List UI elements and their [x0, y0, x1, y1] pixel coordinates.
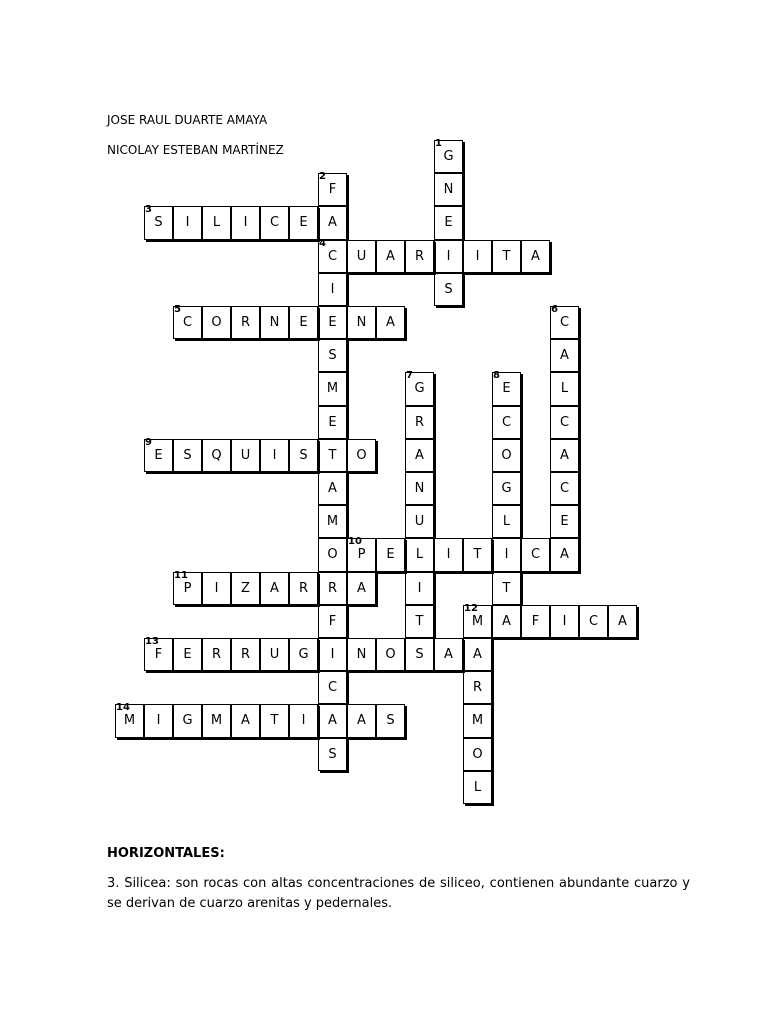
cell-letter: S	[154, 215, 163, 231]
cell-letter: A	[386, 248, 395, 264]
cell-letter: F	[328, 613, 337, 629]
crossword-cell	[405, 538, 434, 571]
cell-letter: U	[356, 248, 367, 264]
crossword-cell	[463, 738, 492, 771]
crossword-cell	[550, 472, 579, 505]
crossword-cell	[463, 538, 492, 571]
crossword-cell	[521, 605, 550, 638]
crossword-cell	[376, 240, 405, 273]
cell-letter: R	[211, 647, 222, 663]
crossword-cell	[347, 538, 376, 571]
crossword-cell	[492, 372, 521, 405]
crossword-cell	[289, 572, 318, 605]
clue-number: 1	[435, 138, 442, 149]
clue-number: 10	[348, 536, 362, 548]
crossword-cell	[347, 306, 376, 339]
crossword-cell	[231, 206, 260, 239]
crossword-cell	[405, 439, 434, 472]
cell-letter: I	[330, 281, 335, 297]
clue-number: 13	[145, 636, 159, 647]
crossword-cell	[318, 638, 347, 671]
crossword-cell	[492, 439, 521, 472]
clue-number: 5	[174, 304, 181, 315]
crossword-cell	[260, 572, 289, 605]
cell-letter: Z	[241, 580, 250, 596]
cell-letter: G	[414, 381, 425, 397]
cell-letter: A	[531, 248, 540, 264]
cell-letter: S	[183, 447, 192, 463]
crossword-cell	[260, 638, 289, 671]
crossword-cell	[173, 439, 202, 472]
crossword-cell	[579, 605, 608, 638]
cell-letter: I	[475, 248, 480, 264]
cell-letter: A	[357, 713, 366, 729]
crossword-cell	[405, 406, 434, 439]
crossword-cell	[608, 605, 637, 638]
clue-number: 3	[145, 204, 152, 216]
cell-letter: S	[444, 281, 453, 297]
cell-letter: C	[588, 613, 599, 629]
cell-letter: R	[240, 647, 251, 663]
crossword-cell	[550, 306, 579, 339]
cell-letter: R	[327, 580, 338, 596]
cell-letter: A	[386, 315, 395, 331]
crossword-cell	[260, 439, 289, 472]
crossword-cell	[260, 704, 289, 737]
crossword-cell	[434, 140, 463, 173]
crossword-cell	[144, 704, 173, 737]
crossword-cell	[521, 538, 550, 571]
cell-letter: N	[356, 647, 367, 663]
cell-letter: F	[154, 647, 163, 663]
crossword-cell	[289, 306, 318, 339]
crossword-cell	[434, 240, 463, 273]
cell-letter: L	[473, 779, 482, 795]
section-title-horizontales: HORIZONTALES:	[107, 846, 225, 861]
clue-number: 2	[319, 171, 326, 183]
crossword-cell	[463, 704, 492, 737]
crossword-cell	[173, 306, 202, 339]
clue-number: 9	[145, 436, 152, 448]
crossword-cell	[173, 638, 202, 671]
crossword-cell	[376, 704, 405, 737]
cell-letter: R	[414, 414, 425, 430]
cell-letter: L	[212, 215, 221, 231]
cell-letter: O	[385, 647, 396, 663]
cell-letter: M	[326, 514, 339, 530]
crossword-cell	[405, 605, 434, 638]
cell-letter: C	[559, 481, 570, 497]
cell-letter: A	[328, 481, 337, 497]
cell-letter: O	[356, 447, 367, 463]
crossword-cell	[550, 538, 579, 571]
crossword-cell	[318, 472, 347, 505]
cell-letter: I	[504, 547, 509, 563]
cell-letter: A	[328, 215, 337, 231]
cell-letter: I	[272, 447, 277, 463]
cell-letter: R	[472, 680, 483, 696]
cell-letter: C	[530, 547, 541, 563]
cell-letter: S	[415, 647, 424, 663]
crossword-cell	[202, 206, 231, 239]
cell-letter: N	[269, 315, 280, 331]
crossword-cell	[492, 605, 521, 638]
crossword-cell	[231, 572, 260, 605]
crossword-cell	[347, 704, 376, 737]
crossword-cell	[289, 704, 318, 737]
clue-number: 12	[464, 602, 478, 614]
cell-letter: M	[210, 713, 223, 729]
crossword-cell	[318, 505, 347, 538]
clue-number: 11	[174, 569, 188, 581]
cell-letter: T	[473, 547, 482, 563]
cell-letter: C	[182, 315, 193, 331]
cell-letter: G	[182, 713, 193, 729]
crossword-cell	[318, 671, 347, 704]
cell-letter: N	[356, 315, 367, 331]
crossword-cell	[405, 638, 434, 671]
cell-letter: U	[269, 647, 280, 663]
cell-letter: O	[327, 547, 338, 563]
crossword-cell	[202, 638, 231, 671]
clue-number: 7	[406, 370, 413, 382]
cell-letter: N	[443, 182, 454, 198]
cell-letter: E	[444, 215, 453, 231]
crossword-cell	[318, 372, 347, 405]
cell-letter: C	[327, 680, 338, 696]
crossword-cell	[550, 605, 579, 638]
clue-number: 14	[116, 702, 130, 714]
cell-letter: P	[183, 580, 192, 596]
cell-letter: O	[501, 447, 512, 463]
cell-letter: L	[560, 381, 569, 397]
crossword-cell	[289, 638, 318, 671]
crossword-cell	[318, 738, 347, 771]
crossword-cell	[463, 240, 492, 273]
crossword-cell	[318, 538, 347, 571]
crossword-cell	[405, 572, 434, 605]
crossword-cell	[231, 439, 260, 472]
cell-letter: G	[443, 149, 454, 165]
crossword-cell	[318, 406, 347, 439]
cell-letter: T	[270, 713, 279, 729]
cell-letter: Q	[211, 447, 222, 463]
clue-number: 6	[551, 304, 558, 315]
crossword-cell	[260, 206, 289, 239]
crossword-cell	[318, 439, 347, 472]
cell-letter: A	[328, 713, 337, 729]
cell-letter: M	[471, 713, 484, 729]
crossword-cell	[405, 505, 434, 538]
cell-letter: I	[330, 647, 335, 663]
crossword-cell	[492, 572, 521, 605]
cell-letter: E	[560, 514, 569, 530]
crossword-cell	[463, 671, 492, 704]
cell-letter: G	[298, 647, 309, 663]
crossword-cell	[376, 306, 405, 339]
crossword-cell	[376, 638, 405, 671]
cell-letter: E	[328, 315, 337, 331]
crossword-cell	[434, 206, 463, 239]
cell-letter: A	[618, 613, 627, 629]
crossword-cell	[434, 538, 463, 571]
crossword-cell	[434, 173, 463, 206]
cell-letter: A	[473, 647, 482, 663]
crossword-cell	[318, 605, 347, 638]
cell-letter: F	[531, 613, 540, 629]
crossword-cell	[492, 538, 521, 571]
crossword-cell	[202, 306, 231, 339]
crossword-cell	[231, 306, 260, 339]
cell-letter: E	[328, 414, 337, 430]
cell-letter: T	[415, 613, 424, 629]
crossword-cell	[405, 472, 434, 505]
cell-letter: I	[243, 215, 248, 231]
cell-letter: T	[502, 248, 511, 264]
crossword-cell	[550, 406, 579, 439]
cell-letter: A	[502, 613, 511, 629]
crossword-cell	[318, 306, 347, 339]
cell-letter: I	[214, 580, 219, 596]
clue-number: 8	[493, 370, 500, 382]
cell-letter: I	[417, 580, 422, 596]
cell-letter: A	[241, 713, 250, 729]
cell-letter: R	[240, 315, 251, 331]
cell-letter: L	[415, 547, 424, 563]
clue-horizontal-3: 3. Silicea: son rocas con altas concentraciones de siliceo, contienen abundante cuarzo y se derivan de cuarzo arenitas y pedernales.	[107, 876, 690, 911]
crossword-cell	[318, 237, 347, 273]
crossword-cell	[521, 240, 550, 273]
crossword-cell	[492, 505, 521, 538]
cell-letter: C	[559, 414, 570, 430]
crossword-cell	[144, 206, 173, 239]
cell-letter: E	[502, 381, 511, 397]
crossword-cell	[144, 436, 173, 472]
crossword-cell	[347, 439, 376, 472]
cell-letter: U	[414, 514, 425, 530]
cell-letter: T	[502, 580, 511, 596]
crossword-cell	[318, 173, 347, 206]
cell-letter: U	[240, 447, 251, 463]
cell-letter: I	[156, 713, 161, 729]
cell-letter: E	[299, 215, 308, 231]
cell-letter: A	[270, 580, 279, 596]
cell-letter: G	[501, 481, 512, 497]
crossword-cell	[550, 505, 579, 538]
crossword-cell	[347, 638, 376, 671]
crossword-cell	[347, 240, 376, 273]
cell-letter: L	[502, 514, 511, 530]
cell-letter: C	[327, 248, 338, 264]
crossword-cell	[289, 206, 318, 239]
author-2: NICOLAY ESTEBAN MARTÍNEZ	[107, 143, 284, 157]
crossword-cell	[550, 372, 579, 405]
clue-number: 4	[319, 237, 326, 249]
cell-letter: S	[386, 713, 395, 729]
cell-letter: S	[328, 348, 337, 364]
crossword-cell	[376, 538, 405, 571]
cell-letter: E	[386, 547, 395, 563]
cell-letter: C	[559, 315, 570, 331]
cell-letter: M	[123, 713, 136, 729]
crossword-cell	[318, 572, 347, 605]
cell-letter: N	[414, 481, 425, 497]
crossword-cell	[202, 439, 231, 472]
crossword-cell	[260, 306, 289, 339]
crossword-cell	[318, 339, 347, 372]
cell-letter: R	[414, 248, 425, 264]
crossword-cell	[289, 439, 318, 472]
cell-letter: I	[446, 248, 451, 264]
crossword-cell	[202, 572, 231, 605]
author-1: JOSE RAUL DUARTE AMAYA	[107, 113, 268, 127]
crossword-cell	[202, 704, 231, 737]
crossword-cell	[231, 704, 260, 737]
cell-letter: O	[211, 315, 222, 331]
crossword-cell	[492, 472, 521, 505]
crossword-cell	[318, 273, 347, 306]
crossword-cell	[231, 638, 260, 671]
cell-letter: A	[357, 580, 366, 596]
cell-letter: M	[471, 613, 484, 629]
crossword-cell	[463, 771, 492, 804]
cell-letter: I	[185, 215, 190, 231]
crossword-cell	[318, 704, 347, 737]
cell-letter: A	[415, 447, 424, 463]
crossword-cell	[463, 602, 492, 638]
cell-letter: A	[560, 447, 569, 463]
crossword-cell	[173, 704, 202, 737]
cell-letter: E	[299, 315, 308, 331]
cell-letter: M	[326, 381, 339, 397]
cell-letter: C	[501, 414, 512, 430]
crossword-cell	[405, 240, 434, 273]
cell-letter: O	[472, 746, 483, 762]
crossword-cell	[434, 638, 463, 671]
cell-letter: F	[328, 182, 337, 198]
crossword-cell	[550, 339, 579, 372]
cell-letter: E	[183, 647, 192, 663]
crossword-cell	[318, 206, 347, 239]
crossword-cell	[115, 704, 144, 737]
crossword-cell	[347, 572, 376, 605]
crossword-cell	[492, 406, 521, 439]
cell-letter: P	[357, 547, 366, 563]
cell-letter: A	[560, 348, 569, 364]
crossword-cell	[492, 240, 521, 273]
cell-letter: S	[299, 447, 308, 463]
crossword-cell	[550, 439, 579, 472]
crossword-cell	[173, 569, 202, 605]
cell-letter: R	[298, 580, 309, 596]
crossword-cell	[463, 638, 492, 671]
cell-letter: I	[446, 547, 451, 563]
cell-letter: A	[560, 547, 569, 563]
cell-letter: E	[154, 447, 163, 463]
crossword-cell	[144, 638, 173, 671]
cell-letter: T	[328, 447, 337, 463]
cell-letter: C	[269, 215, 280, 231]
crossword-cell	[434, 273, 463, 306]
crossword-cell	[405, 372, 434, 405]
cell-letter: A	[444, 647, 453, 663]
cell-letter: I	[301, 713, 306, 729]
crossword-cell	[173, 206, 202, 239]
cell-letter: I	[562, 613, 567, 629]
cell-letter: S	[328, 746, 337, 762]
